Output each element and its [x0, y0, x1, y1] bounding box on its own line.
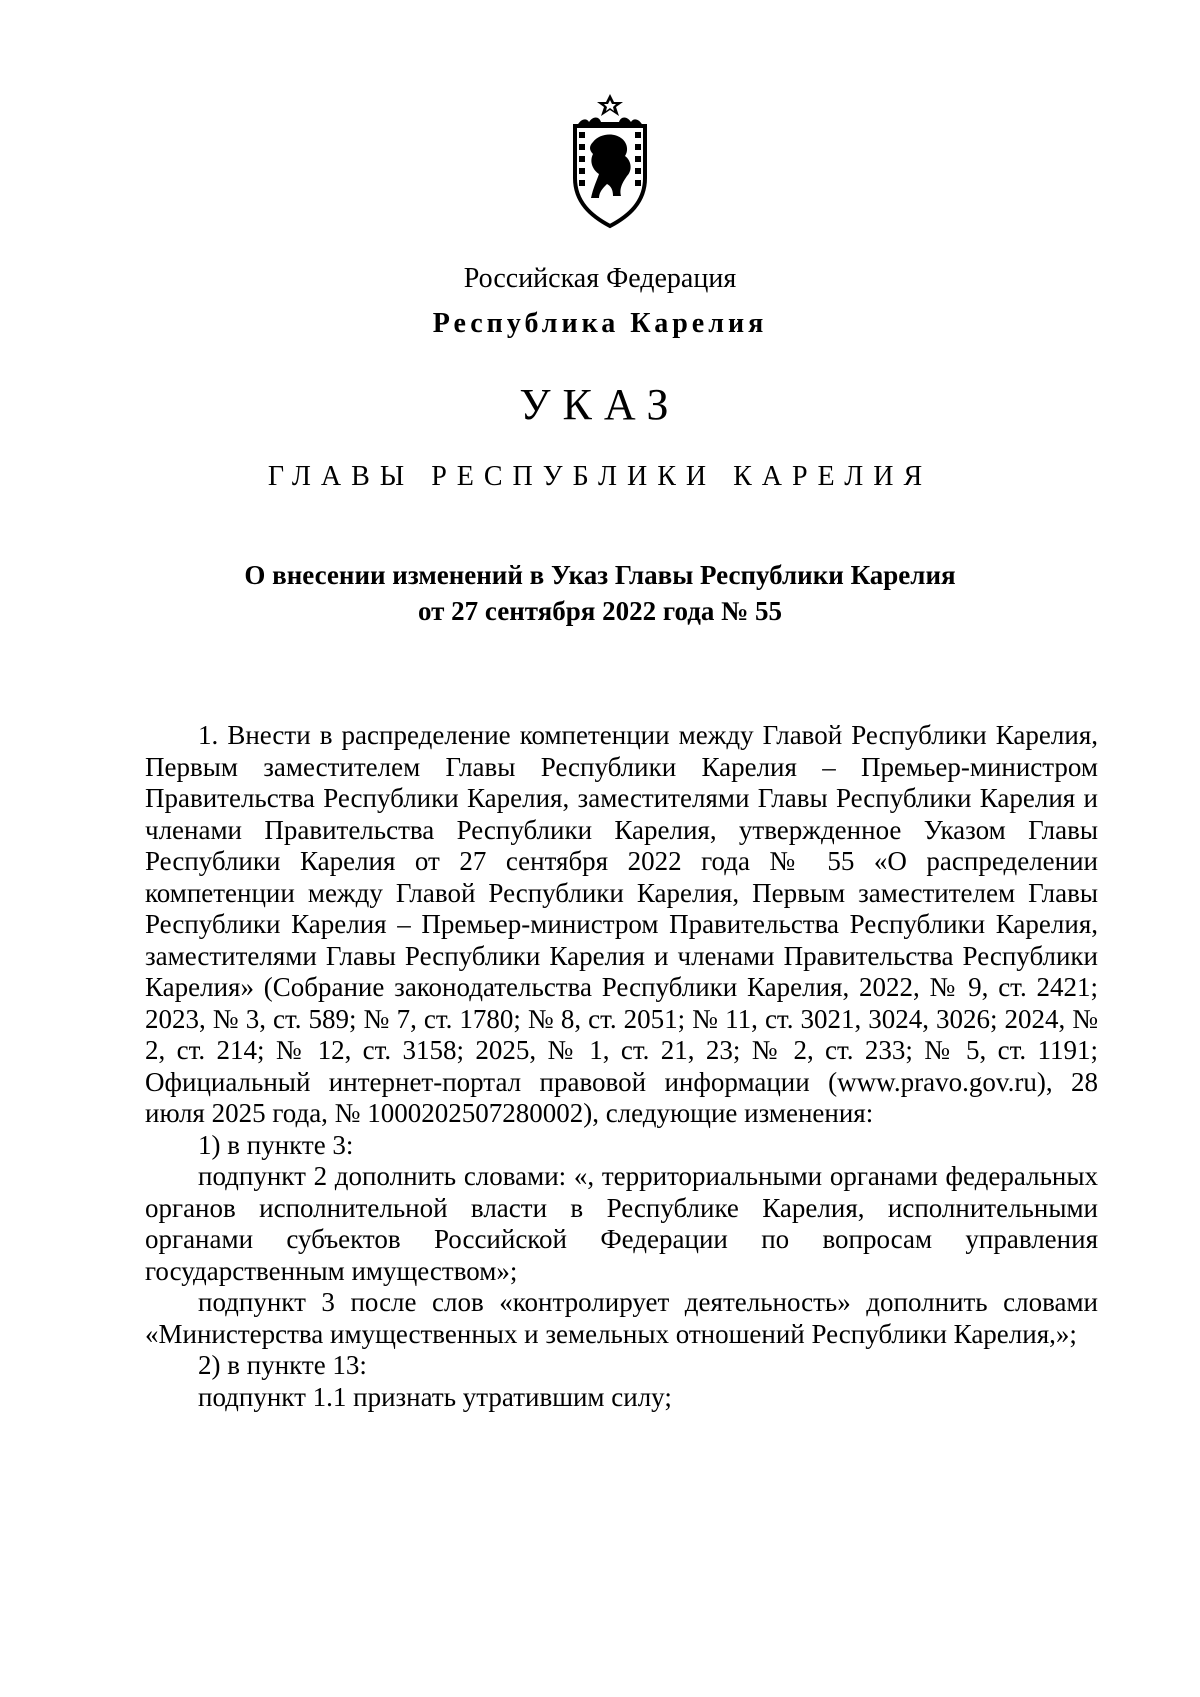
paragraph-subitem-2: подпункт 2 дополнить словами: «, территориальными органами федеральных органов исполнительной власти в Республике Карелия, исполнительными органами субъектов Российской Федерации по вопросам управления государственным имуществом»;: [145, 1161, 1098, 1286]
paragraph-item-1: 1) в пункте 3:: [198, 1129, 354, 1160]
republic-name: Республика Карелия: [432, 308, 768, 339]
paragraph-subitem-3: подпункт 3 после слов «контролирует деятельность» дополнить словами «Министерства имущественных и земельных отношений Республики Карелия,»;: [145, 1287, 1098, 1349]
paragraph-item-2: 2) в пункте 13:: [198, 1350, 367, 1380]
document-title-line-2: от 27 сентября 2022 года № 55: [418, 596, 782, 626]
paragraph-1: 1. Внести в распределение компетенции между Главой Республики Карелия, Первым заместителем Главы Республики Карелия – Премьер-министром Правительства Республики Карелия, заместителями Главы Республики Карелия и членами Правительства Республики Карелия, утвержденное Указом Главы Республики Карелия от 27 сентября 2022 года № 55 «О распределении компетенции между Главой Республики Карелия, Первым заместителем Главы Республики Карелия – Премьер-министром Правительства Республики Карелия, заместителями Главы Республики Карелия и членами Правительства Республики Карелия» (Собрание законодательства Республики Карелия, 2022, № 9, ст. 2421; 2023, № 3, ст. 589; № 7, ст. 1780; № 8, ст. 2051; № 11, ст. 3021, 3024, 3026; 2024, № 2, ст. 214; № 12, ст. 3158; 2025, № 1, ст. 21, 23; № 2, ст. 233; № 5, ст. 1191; Официальный интернет-портал правовой информации (www.pravo.gov.ru), 28 июля 2025 года, № 1000202507280002), следующие изменения:: [145, 720, 1098, 1128]
issuing-authority: ГЛАВЫ РЕСПУБЛИКИ КАРЕЛИЯ: [267, 461, 933, 492]
karelia-coat-of-arms-icon: [569, 92, 651, 232]
country-name: Российская Федерация: [463, 263, 737, 294]
document-title-line-1: О внесении изменений в Указ Главы Республики Карелия: [244, 560, 956, 590]
document-body: [145, 720, 1098, 1413]
document-type: УКАЗ: [519, 380, 681, 429]
paragraph-subitem-1-1: подпункт 1.1 признать утратившим силу;: [198, 1381, 672, 1412]
